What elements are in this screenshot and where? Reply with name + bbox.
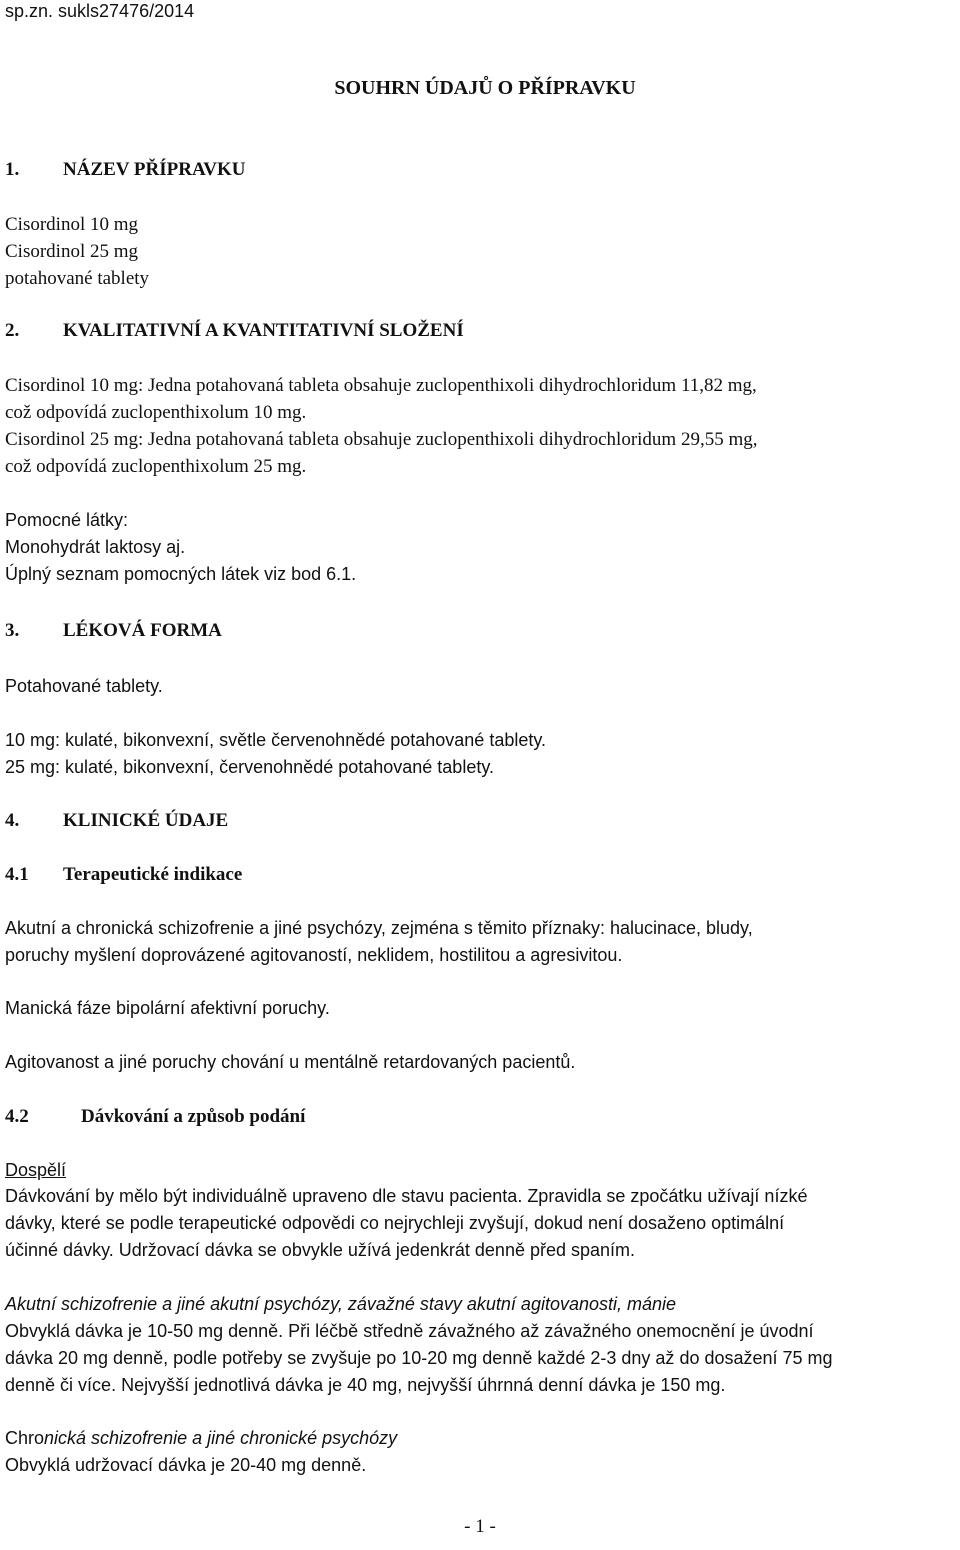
adults-subheading: Dospělí [5,1160,67,1180]
section-3-title: LÉKOVÁ FORMA [63,620,222,641]
indication-line: Manická fáze bipolární afektivní poruchy. [5,998,330,1018]
excipients-label: Pomocné látky: [5,510,129,530]
section-4-1-number: 4.1 [5,864,29,885]
chronic-subheading [5,1425,397,1452]
chronic-subheading-start: Chro [5,1428,45,1448]
section-1-title: NÁZEV PŘÍPRAVKU [63,159,246,180]
section-4-title: KLINICKÉ ÚDAJE [63,810,229,831]
indication-line: Agitovanost a jiné poruchy chování u mentálně retardovaných pacientů. [5,1052,576,1072]
adults-dosing-line: dávky, které se podle terapeutické odpovědi co nejrychleji zvyšují, dokud není dosaženo optimální [5,1213,785,1233]
composition-line: Cisordinol 10 mg: Jedna potahovaná tableta obsahuje zuclopenthixoli dihydrochloridum 11,82 mg, [5,375,757,396]
adults-dosing-line: Dávkování by mělo být individuálně upraveno dle stavu pacienta. Zpravidla se zpočátku užívají nízké [5,1186,808,1206]
acute-dosing-line: dávka 20 mg denně, podle potřeby se zvyšuje po 10-20 mg denně každé 2-3 dny až do dosažení 75 mg [5,1348,833,1368]
section-4-number: 4. [5,810,20,831]
section-4-heading [5,807,228,834]
document-title: SOUHRN ÚDAJŮ O PŘÍPRAVKU [334,77,636,99]
composition-line: což odpovídá zuclopenthixolum 10 mg. [5,402,307,423]
page-number: - 1 - [464,1516,496,1537]
acute-dosing-line: denně či více. Nejvyšší jednotlivá dávka je 40 mg, nejvyšší úhrnná denní dávka je 150 mg. [5,1375,726,1395]
product-form: potahované tablety [5,268,150,289]
excipients-reference: Úplný seznam pomocných látek viz bod 6.1. [5,564,357,584]
section-1-number: 1. [5,159,20,180]
section-1-heading [5,156,245,183]
section-4-2-heading [5,1103,305,1130]
section-2-heading [5,317,464,344]
adults-dosing-line: účinné dávky. Udržovací dávka se obvykle užívá jedenkrát denně před spaním. [5,1240,636,1260]
section-2-title: KVALITATIVNÍ A KVANTITATIVNÍ SLOŽENÍ [63,320,464,341]
reference-number: sp.zn. sukls27476/2014 [5,1,195,21]
composition-line: což odpovídá zuclopenthixolum 25 mg. [5,456,307,477]
section-4-2-title: Dávkování a způsob podání [81,1106,306,1127]
dosage-form-line: 10 mg: kulaté, bikonvexní, světle červenohnědé potahované tablety. [5,730,547,750]
acute-dosing-line: Obvyklá dávka je 10-50 mg denně. Při léčbě středně závažného až závažného onemocnění je úvodní [5,1321,814,1341]
product-name-25mg: Cisordinol 25 mg [5,241,139,262]
composition-line: Cisordinol 25 mg: Jedna potahovaná tableta obsahuje zuclopenthixoli dihydrochloridum 29,55 mg, [5,429,758,450]
product-name-10mg: Cisordinol 10 mg [5,214,139,235]
excipients-value: Monohydrát laktosy aj. [5,537,186,557]
indication-line: Akutní a chronická schizofrenie a jiné psychózy, zejména s těmito příznaky: halucinace, bludy, [5,918,753,938]
dosage-form-line: 25 mg: kulaté, bikonvexní, červenohnědé potahované tablety. [5,757,494,777]
section-4-2-number: 4.2 [5,1106,29,1127]
chronic-subheading-rest: nická schizofrenie a jiné chronické psychózy [44,1428,398,1448]
section-3-number: 3. [5,620,20,641]
indication-line: poruchy myšlení doprovázené agitovaností, neklidem, hostilitou a agresivitou. [5,945,623,965]
chronic-dosing-line: Obvyklá udržovací dávka je 20-40 mg denně. [5,1455,367,1475]
section-4-1-heading [5,861,242,888]
section-2-number: 2. [5,320,20,341]
section-4-1-title: Terapeutické indikace [63,864,243,885]
acute-subheading: Akutní schizofrenie a jiné akutní psychózy, závažné stavy akutní agitovanosti, mánie [5,1294,677,1314]
dosage-form-line: Potahované tablety. [5,676,163,696]
section-3-heading [5,617,222,644]
